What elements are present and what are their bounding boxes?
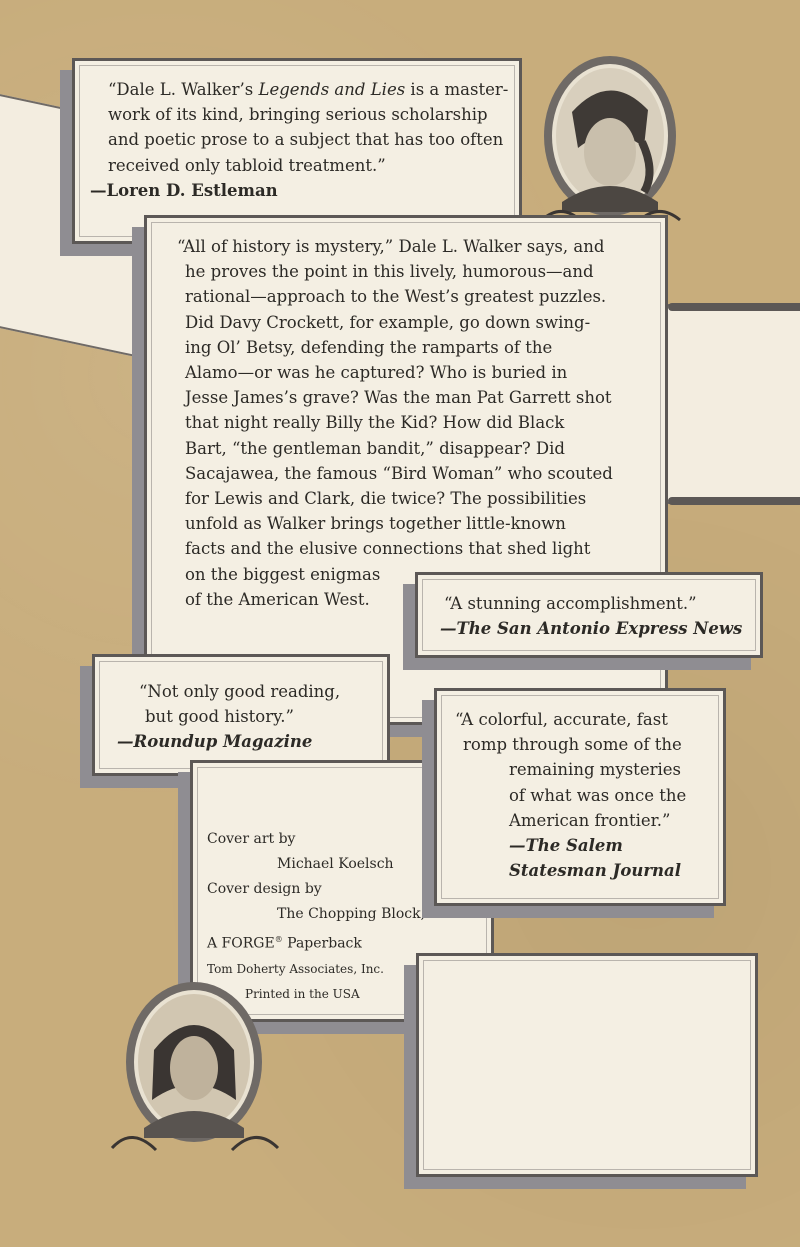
- quote-line: American frontier.”: [509, 810, 671, 830]
- quote-estleman-text: [90, 77, 509, 203]
- quote-line: “Dale L. Walker’s Legends and Lies is a master-: [108, 80, 509, 99]
- quote-line: remaining mysteries: [509, 760, 681, 780]
- quote-card-express-news: [415, 572, 763, 658]
- copy-line: that night really Billy the Kid? How did Black: [185, 413, 565, 433]
- copy-line: Bart, “the gentleman bandit,” disappear? Did: [185, 438, 565, 458]
- quote-line: of what was once the: [509, 785, 687, 805]
- copy-line: on the biggest enigmas: [185, 564, 381, 584]
- cover-art-label: Cover art by: [207, 831, 296, 847]
- cover-art-name: Michael Koelsch: [277, 856, 394, 872]
- copy-line: “All of history is mystery,” Dale L. Walker says, and: [177, 237, 605, 256]
- cover-design-name: The Chopping Block, Inc.: [277, 906, 457, 922]
- copy-line: he proves the point in this lively, humorous—and: [185, 262, 594, 282]
- cover-design-label: Cover design by: [207, 881, 322, 897]
- quote-express-text: [440, 591, 742, 641]
- copy-line: facts and the elusive connections that shed light: [185, 539, 591, 559]
- main-description-text: [173, 234, 613, 612]
- quote-line: “A stunning accomplishment.”: [444, 594, 697, 613]
- quote-attribution: —Loren D. Estleman: [90, 180, 278, 200]
- quote-line: and poetic prose to a subject that has too often: [108, 130, 504, 150]
- copy-line: for Lewis and Clark, die twice? The possibilities: [185, 489, 587, 509]
- quote-card-roundup: [92, 654, 390, 776]
- quote-attribution: —The Salem: [509, 836, 623, 856]
- right-ribbon-strip: [660, 304, 800, 504]
- quote-attribution: —The San Antonio Express News: [440, 619, 743, 639]
- copy-line: of the American West.: [185, 589, 370, 609]
- quote-line: “A colorful, accurate, fast: [455, 710, 668, 729]
- book-title: Legends and Lies: [258, 80, 406, 99]
- quote-line: but good history.”: [145, 707, 294, 727]
- registered-mark: ®: [274, 935, 283, 944]
- copy-line: Sacajawea, the famous “Bird Woman” who scouted: [185, 463, 613, 483]
- quote-line: “Not only good reading,: [139, 682, 341, 701]
- copy-line: rational—approach to the West’s greatest puzzles.: [185, 287, 607, 307]
- copy-line: Jesse James’s grave? Was the man Pat Garrett shot: [185, 388, 612, 408]
- printed-in: Printed in the USA: [245, 986, 360, 1001]
- quote-attribution: —Roundup Magazine: [117, 732, 313, 752]
- lower-rod-ornament: [668, 497, 800, 505]
- upper-rod-ornament: [668, 303, 800, 311]
- imprint-line: A FORGE® Paperback: [207, 935, 362, 952]
- copy-line: ing Ol’ Betsy, defending the ramparts of the: [185, 337, 553, 357]
- quote-roundup-text: [117, 679, 341, 755]
- quote-attribution: Statesman Journal: [509, 861, 681, 881]
- copy-line: Did Davy Crockett, for example, go down swing-: [185, 312, 591, 332]
- quote-line: work of its kind, bringing serious scholarship: [108, 105, 488, 125]
- quote-salem-text: [455, 707, 686, 883]
- blank-barcode-box: [416, 953, 758, 1177]
- quote-card-salem: [434, 688, 726, 906]
- copy-line: Alamo—or was he captured? Who is buried in: [185, 363, 568, 383]
- copy-line: unfold as Walker brings together little-known: [185, 514, 566, 534]
- publisher-name: Tom Doherty Associates, Inc.: [207, 961, 384, 976]
- quote-line: received only tabloid treatment.”: [108, 155, 386, 175]
- portrait-man-oval: [106, 980, 282, 1158]
- portrait-woman-oval: [532, 52, 692, 232]
- quote-line: romp through some of the: [463, 735, 682, 755]
